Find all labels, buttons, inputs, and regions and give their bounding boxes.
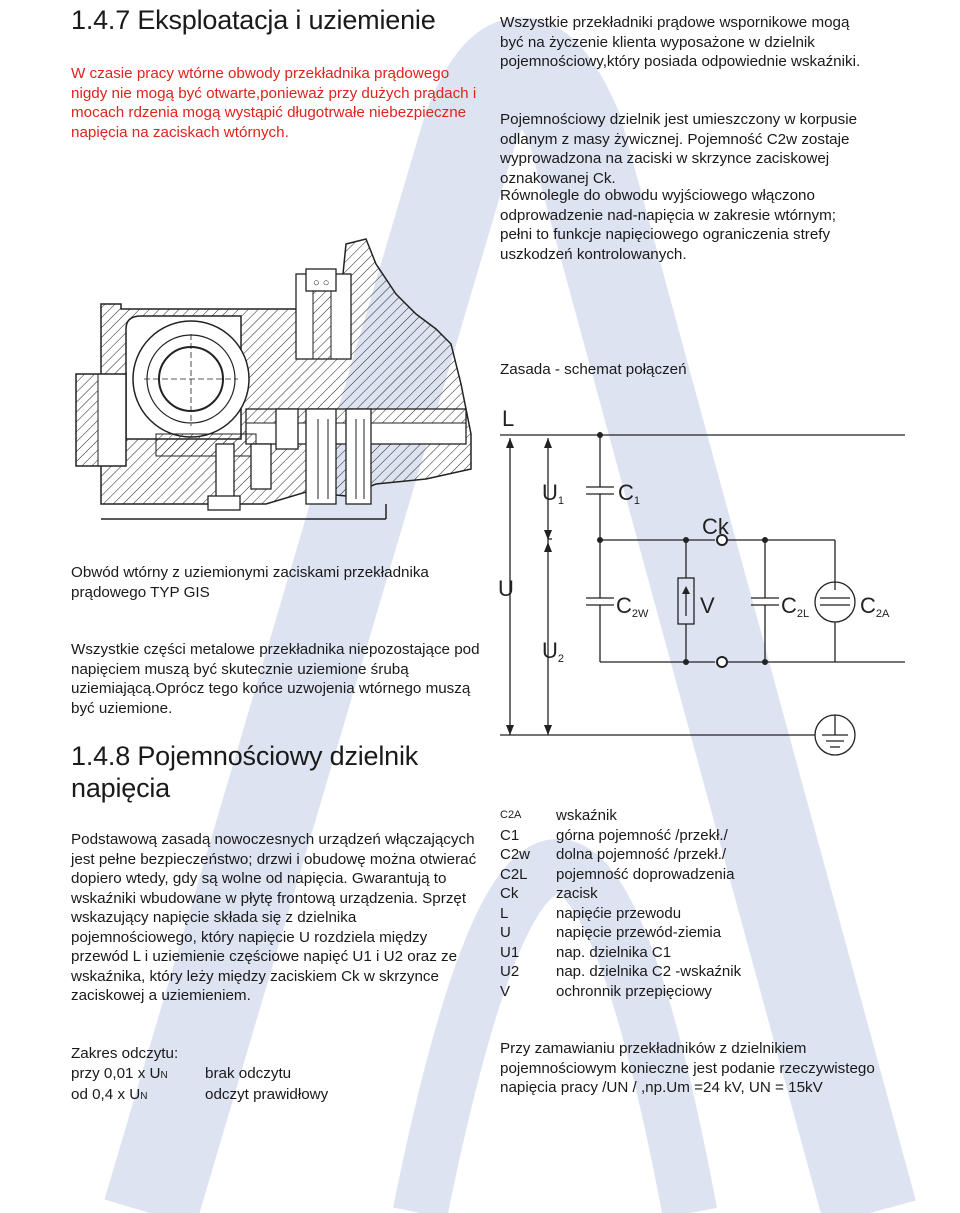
label-V: V <box>700 593 715 618</box>
label-C1: C1 <box>618 480 641 507</box>
label-L: L <box>502 406 515 431</box>
section-title-operation: 1.4.7 Eksploatacja i uziemienie <box>71 5 436 35</box>
label-C2L: C2L <box>781 593 810 620</box>
figure-caption: Obwód wtórny z uziemionymi zaciskami przekładnika prądowego TYP GIS <box>71 564 429 601</box>
warning-text: W czasie pracy wtórne obwody przekładnika prądowego nigdy nie mogą być otwarte,ponieważ przy dużych prądach i mocach rdzenia mogą wystąpić długotrwałe niebezpieczne napięcia na zaciskach wtórnych. <box>71 65 477 141</box>
grounding-note: Wszystkie części metalowe przekładnika niepozostające pod napięciem muszą być skutecznie uziemione śrubą uziemiającą.Oprócz tego końce uzwojenia wtórnego muszą być uziemione. <box>71 641 480 717</box>
right-paragraph-3: Równolegle do obwodu wyjściowego włączono odprowadzenie nad-napięcia w zakresie wtórnym; pełni to funkcje napięciowego ograniczenia strefy uszkodzeń kontrolowanych. <box>500 187 836 263</box>
legend-item: U1 nap. dzielnika C1 <box>500 943 672 961</box>
right-paragraph-2: Pojemnościowy dzielnik jest umieszczony w korpusie odlanym z masy żywicznej. Pojemność C2w zostaje wyprowadzona na zaciski w skrzynce zaciskowej oznakowanej Ck. <box>500 111 858 187</box>
legend-item: Ck zacisk <box>500 885 598 902</box>
legend-item: U2 nap. dzielnika C2 -wskaźnik <box>500 963 742 980</box>
label-C2A: C2A <box>860 593 890 620</box>
reading-range-heading: Zakres odczytu: <box>71 1045 179 1062</box>
range-prefix: od 0,4 x U <box>71 1086 141 1103</box>
reading-range-row: od 0,4 x UN odczyt prawidłowy <box>71 1085 471 1107</box>
legend-item: C2w dolna pojemność /przekł./ <box>500 846 727 863</box>
legend-item: L napięćie przewodu <box>500 904 682 922</box>
label-U2: U2 <box>542 638 565 665</box>
legend-item: V ochronnik przepięciowy <box>500 982 712 1000</box>
section-title-divider: 1.4.8 Pojemnościowy dzielnik napięcia <box>71 741 419 803</box>
reading-range-row: przy 0,01 x UN brak odczytu <box>71 1064 471 1086</box>
legend-item: U napięcie przewód-ziemia <box>500 924 722 941</box>
cross-section-drawing <box>66 234 486 544</box>
label-Ck: Ck <box>702 514 729 539</box>
range-result: brak odczytu <box>205 1064 292 1082</box>
range-result: odczyt prawidłowy <box>205 1086 329 1103</box>
legend-item: C1 górna pojemność /przekł./ <box>500 826 728 844</box>
schematic-title: Zasada - schemat połączeń <box>500 361 687 378</box>
legend-item: C2A wskaźnik <box>500 807 617 824</box>
svg-text:○ ○: ○ ○ <box>313 277 330 289</box>
legend-item: C2L pojemność doprowadzenia <box>500 865 735 883</box>
legend <box>500 806 880 1001</box>
reading-range <box>71 1044 471 1107</box>
divider-description: Podstawową zasadą nowoczesnych urządzeń włączających jest pełne bezpieczeństwo; drzwi i obudowę można otwierać dopiero wtedy, gdy są wolne od napięcia. Gwarantują to wskaźniki wbudowane w płytę frontową urządzenia. Sprzęt wskazujący napięcie składa się z dzielnika pojemnościowego, który napięcie U rozdziela między przewód L i uziemienie częściowe napięć U1 i U2 oraz ze wskaźnika, który leży między zaciskiem Ck w skrzynce zaciskowej a uziemieniem. <box>71 831 477 1004</box>
range-prefix: przy 0,01 x U <box>71 1064 161 1082</box>
right-paragraph-1: Wszystkie przekładniki prądowe wspornikowe mogą być na życzenie klienta wyposażone w dzielnik pojemnościowy,który posiada odpowiednie wskaźniki. <box>500 14 861 70</box>
label-C2W: C2W <box>616 593 649 620</box>
label-U1: U1 <box>542 480 565 507</box>
label-U: U <box>498 576 514 601</box>
order-note: Przy zamawianiu przekładników z dzielnikiem pojemnościowym konieczne jest podanie rzeczywistego napięcia pracy /UN / ,np.Um =24 kV, UN = 15kV <box>500 1040 875 1096</box>
connection-schematic <box>490 390 920 760</box>
